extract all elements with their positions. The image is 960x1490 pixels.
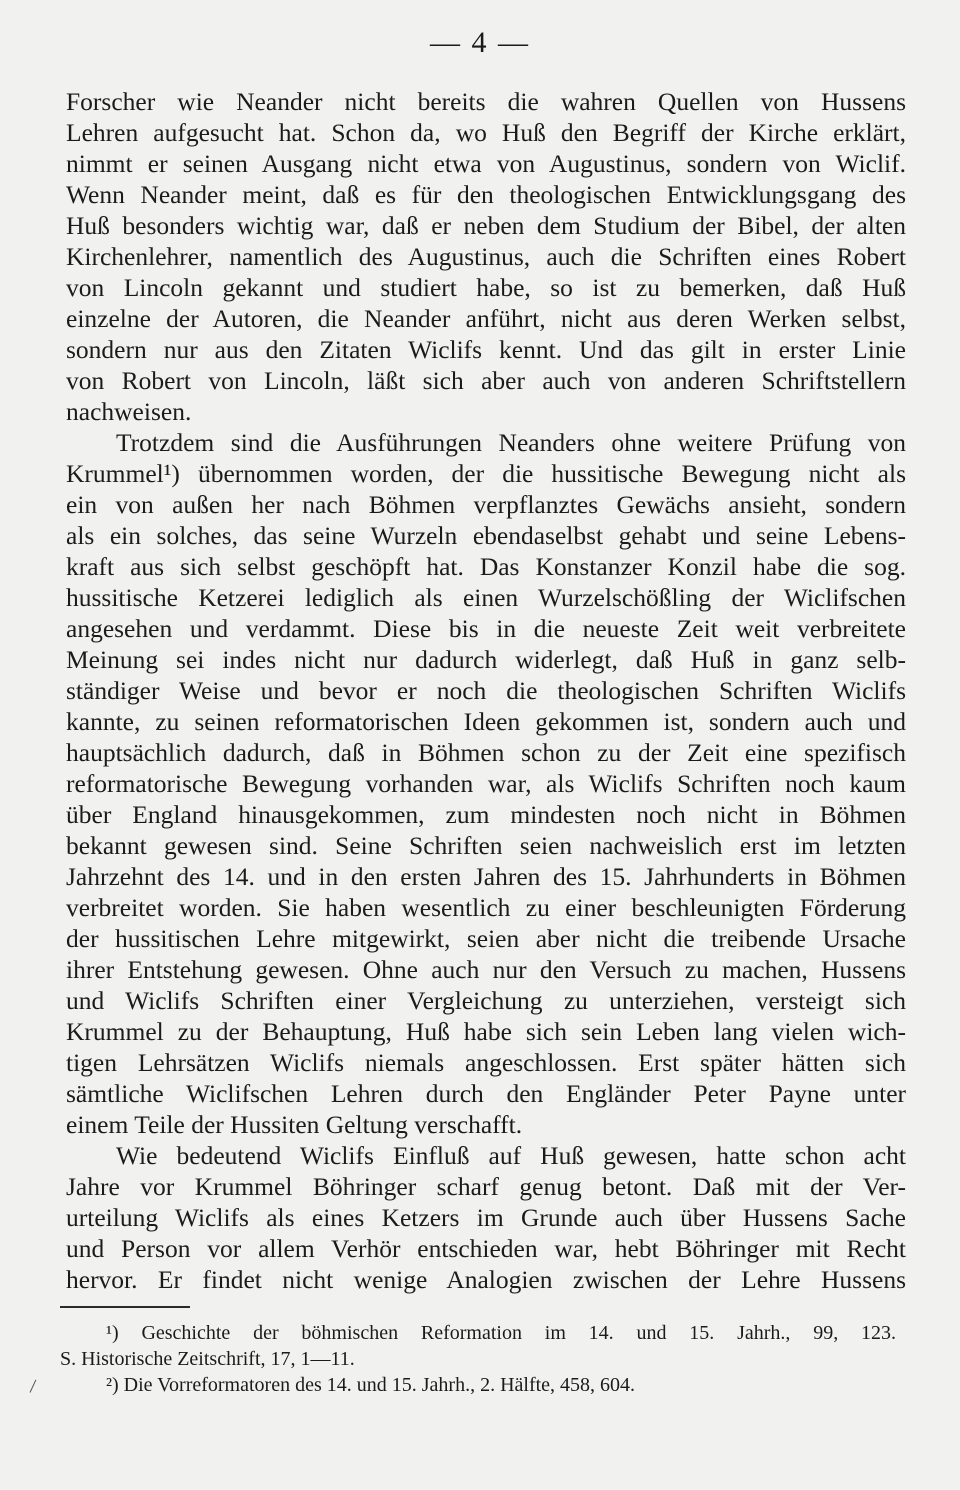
text-line: und Person vor allem Verhör entschieden war, hebt Böhringer mit Recht xyxy=(66,1234,906,1263)
text-line: Krummel zu der Behauptung, Huß habe sich sein Leben lang vielen wich- xyxy=(66,1017,906,1046)
text-line: Wenn Neander meint, daß es für den theologischen Entwicklungsgang des xyxy=(66,180,906,209)
text-line: kannte, zu seinen reformatorischen Ideen gekommen ist, sondern auch und xyxy=(66,707,906,736)
footnote-line: S. Historische Zeitschrift, 17, 1—11. xyxy=(60,1348,355,1370)
text-line: und Wiclifs Schriften einer Vergleichung zu unterziehen, versteigt sich xyxy=(66,986,906,1015)
text-line: Meinung sei indes nicht nur dadurch widerlegt, daß Huß in ganz selb- xyxy=(66,645,906,674)
text-line: über England hinausgekommen, zum mindesten noch nicht in Böhmen xyxy=(66,800,906,829)
text-line: urteilung Wiclifs als eines Ketzers im Grunde auch über Hussens Sache xyxy=(66,1203,906,1232)
text-line: reformatorische Bewegung vorhanden war, als Wiclifs Schriften noch kaum xyxy=(66,769,906,798)
text-line: sämtliche Wiclifschen Lehren durch den Engländer Peter Payne unter xyxy=(66,1079,906,1108)
footnote-line: ¹) Geschichte der böhmischen Reformation im 14. und 15. Jahrh., 99, 123. xyxy=(106,1322,896,1344)
text-line: einzelne der Autoren, die Neander anführt, nicht aus deren Werken selbst, xyxy=(66,304,906,333)
text-line: einem Teile der Hussiten Geltung verschafft. xyxy=(66,1110,523,1139)
text-line: von Lincoln gekannt und studiert habe, so ist zu bemerken, daß Huß xyxy=(66,273,906,302)
text-line: von Robert von Lincoln, läßt sich aber auch von anderen Schriftstellern xyxy=(66,366,906,395)
text-line: Kirchenlehrer, namentlich des Augustinus, auch die Schriften eines Robert xyxy=(66,242,906,271)
main-text xyxy=(66,86,906,1295)
text-line: Trotzdem sind die Ausführungen Neanders ohne weitere Prüfung von xyxy=(116,428,906,457)
footnote-line: ²) Die Vorreformatoren des 14. und 15. Jahrh., 2. Hälfte, 458, 604. xyxy=(106,1374,636,1396)
footnotes xyxy=(60,1320,896,1398)
text-line: ständiger Weise und bevor er noch die theologischen Schriften Wiclifs xyxy=(66,676,906,705)
text-line: sondern nur aus den Zitaten Wiclifs kennt. Und das gilt in erster Linie xyxy=(66,335,906,364)
text-line: als ein solches, das seine Wurzeln ebendaselbst gehabt und seine Lebens- xyxy=(66,521,906,550)
text-line: angesehen und verdammt. Diese bis in die neueste Zeit weit verbreitete xyxy=(66,614,906,643)
text-line: Huß besonders wichtig war, daß er neben dem Studium der Bibel, der alten xyxy=(66,211,906,240)
page-number: — 4 — xyxy=(430,26,530,59)
text-line: kraft aus sich selbst geschöpft hat. Das Konstanzer Konzil habe die sog. xyxy=(66,552,906,581)
text-line: verbreitet worden. Sie haben wesentlich zu einer beschleunigten Förderung xyxy=(66,893,906,922)
text-line: der hussitischen Lehre mitgewirkt, seien aber nicht die treibende Ursache xyxy=(66,924,906,953)
text-line: hervor. Er findet nicht wenige Analogien zwischen der Lehre Hussens xyxy=(66,1265,906,1294)
footnote-divider xyxy=(60,1306,190,1308)
pencil-mark xyxy=(30,1380,37,1393)
text-line: hauptsächlich dadurch, daß in Böhmen schon zu der Zeit eine spezifisch xyxy=(66,738,906,767)
text-line: ein von außen her nach Böhmen verpflanztes Gewächs ansieht, sondern xyxy=(66,490,906,519)
text-line: Jahre vor Krummel Böhringer scharf genug betont. Daß mit der Ver- xyxy=(66,1172,906,1201)
text-line: ihrer Entstehung gewesen. Ohne auch nur den Versuch zu machen, Hussens xyxy=(66,955,906,984)
text-line: Lehren aufgesucht hat. Schon da, wo Huß den Begriff der Kirche erklärt, xyxy=(66,118,906,147)
text-line: Wie bedeutend Wiclifs Einfluß auf Huß gewesen, hatte schon acht xyxy=(116,1141,906,1170)
text-line: Krummel¹) übernommen worden, der die hussitische Bewegung nicht als xyxy=(66,459,906,488)
text-line: nimmt er seinen Ausgang nicht etwa von Augustinus, sondern von Wiclif. xyxy=(66,149,906,178)
text-line: hussitische Ketzerei lediglich als einen Wurzelschößling der Wiclifschen xyxy=(66,583,906,612)
text-line: Forscher wie Neander nicht bereits die wahren Quellen von Hussens xyxy=(66,87,906,116)
text-line: tigen Lehrsätzen Wiclifs niemals angeschlossen. Erst später hätten sich xyxy=(66,1048,906,1077)
text-line: nachweisen. xyxy=(66,397,192,426)
text-line: Jahrzehnt des 14. und in den ersten Jahren des 15. Jahrhunderts in Böhmen xyxy=(66,862,906,891)
text-line: bekannt gewesen sind. Seine Schriften seien nachweislich erst im letzten xyxy=(66,831,906,860)
